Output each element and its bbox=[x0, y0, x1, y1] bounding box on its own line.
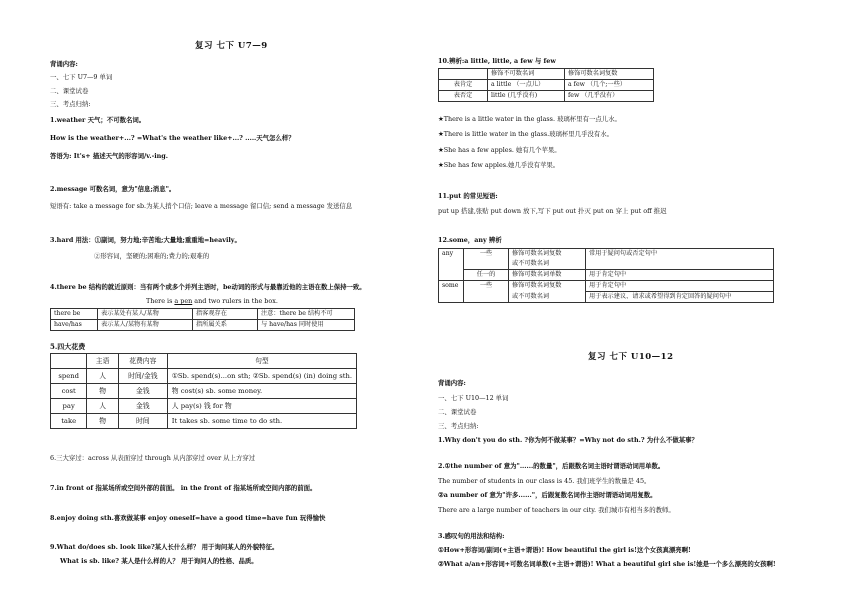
table-cell: have/has bbox=[51, 320, 98, 331]
example-text: There is bbox=[146, 297, 175, 305]
q3-line1: ①How+形容词/副词(+主语+谓语)! How beautiful the girl is!这个女孩真漂亮啊! bbox=[438, 546, 691, 554]
intro-heading: 背诵内容: bbox=[50, 60, 78, 68]
table-header: 修饰可数名词复数 bbox=[565, 69, 654, 80]
some-any-table bbox=[438, 248, 774, 303]
intro-item: 一、七下 U7—9 单词 bbox=[50, 73, 113, 81]
table-cell: 表示某处有某人/某物 bbox=[98, 309, 193, 320]
page-title-left: 复习 七下 U7—9 bbox=[195, 41, 268, 51]
point-9a: 9.What do/does sb. look like?某人长什么样？ 用于询问某人的外貌特征。 bbox=[50, 543, 279, 551]
table-cell: 常用于疑问句或否定句中 bbox=[586, 249, 774, 270]
q2-line2: There are a large number of teachers in our city. 我们城市有相当多的教师。 bbox=[438, 506, 675, 514]
q2-head: 2.①the number of 意为"......的数量"，后跟数名词主语时谓语动词用单数。 bbox=[438, 462, 665, 470]
table-cell: 金钱 bbox=[118, 399, 167, 414]
intro-item: 二、课堂试卷 bbox=[50, 87, 89, 95]
intro-item: 一、七下 U10—12 单词 bbox=[438, 394, 509, 402]
table-cell: It takes sb. some time to do sth. bbox=[167, 414, 356, 429]
table-row bbox=[51, 320, 355, 331]
table-header bbox=[51, 354, 87, 369]
table-cell: 物 bbox=[87, 384, 119, 399]
table-cell: 金钱 bbox=[118, 384, 167, 399]
little-few-table bbox=[438, 68, 654, 102]
table-cell: spend bbox=[51, 369, 87, 384]
point-4-example bbox=[146, 297, 278, 305]
intro-item: 三、考点归纳: bbox=[438, 422, 479, 430]
table-cell: 人 bbox=[87, 369, 119, 384]
table-row bbox=[439, 249, 774, 260]
table-cell: 人 bbox=[87, 399, 119, 414]
q3-head: 3.感叹句的用法和结构: bbox=[438, 532, 505, 540]
table-cell: 或不可数名词 bbox=[509, 292, 586, 303]
table-header: 修饰不可数名词 bbox=[488, 69, 565, 80]
table-cell: 表示某人/某物有某物 bbox=[98, 320, 193, 331]
table-cell: 用于表示建议、请求或希望得到肯定回答的疑问句中 bbox=[586, 292, 774, 303]
spend-table bbox=[50, 353, 357, 429]
example-text: and two rulers in the box. bbox=[192, 297, 278, 305]
table-cell: 指客观存在 bbox=[193, 309, 258, 320]
table-row bbox=[51, 309, 355, 320]
table-cell: cost bbox=[51, 384, 87, 399]
point-1-answer: 答语为: It's+ 描述天气的形容词/v.-ing. bbox=[50, 152, 169, 160]
point-2-head: 2.message 可数名词，意为"信息;消息"。 bbox=[50, 185, 176, 193]
table-cell: there be bbox=[51, 309, 98, 320]
table-cell: 表否定 bbox=[439, 91, 488, 102]
table-cell: 时间/金钱 bbox=[118, 369, 167, 384]
point-10-head: 10.辨析:a little, little, a few 与 few bbox=[438, 57, 556, 65]
point-9b: What is sb. like? 某人是什么样的人？ 用于询问人的性格、品质。 bbox=[60, 557, 258, 565]
table-row bbox=[51, 384, 357, 399]
example-line: ★She has few apples.她几乎没有苹果。 bbox=[438, 161, 560, 169]
table-cell: some bbox=[439, 281, 464, 303]
table-header-row bbox=[439, 69, 654, 80]
table-cell: any bbox=[439, 249, 464, 281]
table-cell: 与 have/has 同时使用 bbox=[258, 320, 355, 331]
point-3-line2: ②形容词，坚硬的;困难的;费力的;艰难的 bbox=[94, 252, 210, 260]
table-row bbox=[439, 80, 654, 91]
q2-head2: ②a number of 意为"许多......"，后跟复数名词作主语时谓语动词用复数。 bbox=[438, 491, 657, 499]
table-cell: 任一的 bbox=[464, 270, 509, 281]
there-be-table bbox=[50, 308, 355, 331]
example-line: ★There is a little water in the glass. 玻璃杯里有一点儿水。 bbox=[438, 115, 621, 123]
table-row bbox=[51, 399, 357, 414]
point-7: 7.in front of 指某场所或空间外部的前面。 in the front of 指某场所或空间内部的前面。 bbox=[50, 484, 317, 492]
point-1-question: How is the weather+...? =What's the weather like+...? .....天气怎么样？ bbox=[50, 134, 295, 142]
page-title-right: 复习 七下 U10—12 bbox=[588, 352, 674, 362]
table-cell: 人 pay(s) 钱 for 物 bbox=[167, 399, 356, 414]
table-cell: a little （一点儿） bbox=[488, 80, 565, 91]
table-cell: 或不可数名词 bbox=[509, 259, 586, 270]
q1: 1.Why don't you do sth. ?你为何不做某事？=Why not do sth.? 为什么不做某事？ bbox=[438, 436, 698, 444]
table-cell: 物 cost(s) sb. some money. bbox=[167, 384, 356, 399]
q3-line2: ②What a/an+形容词+可数名词单数(+主语+谓语)! What a beautiful girl she is!她是一个多么漂亮的女孩啊! bbox=[438, 560, 776, 568]
intro-item: 三、考点归纳: bbox=[50, 100, 91, 108]
table-row bbox=[439, 281, 774, 292]
table-header bbox=[439, 69, 488, 80]
table-cell: few （几乎没有） bbox=[565, 91, 654, 102]
table-cell: 指所属关系 bbox=[193, 320, 258, 331]
point-5-head: 5.四大花费 bbox=[50, 342, 86, 351]
example-underlined: a pen bbox=[174, 297, 193, 305]
intro-item: 二、课堂试卷 bbox=[438, 408, 477, 416]
point-11-head: 11.put 的常见短语: bbox=[438, 192, 498, 200]
table-header: 主语 bbox=[87, 354, 119, 369]
table-header: 花费内容 bbox=[118, 354, 167, 369]
table-row bbox=[439, 270, 774, 281]
point-3-head: 3.hard 用法：①副词，努力地;辛苦地;大量地;重重地=heavily。 bbox=[50, 236, 241, 244]
table-cell: 一些 bbox=[464, 281, 509, 303]
table-cell: pay bbox=[51, 399, 87, 414]
table-row bbox=[51, 414, 357, 429]
table-cell: 修饰可数名词单数 bbox=[509, 270, 586, 281]
table-cell: little (几乎没有) bbox=[488, 91, 565, 102]
point-2-line: 短语有: take a message for sb.为某人捎个口信; leave a message 留口信; send a message 发送信息 bbox=[50, 202, 353, 210]
example-line: ★She has a few apples. 她有几个苹果。 bbox=[438, 146, 561, 154]
table-cell: 表肯定 bbox=[439, 80, 488, 91]
table-cell: 时间 bbox=[118, 414, 167, 429]
intro-heading: 背诵内容: bbox=[438, 379, 466, 387]
table-header: 句型 bbox=[167, 354, 356, 369]
point-11-line: put up 搭建,张贴 put down 放下,写下 put out 扑灭 put on 穿上 put off 推迟 bbox=[438, 207, 667, 215]
point-8: 8.enjoy doing sth.喜欢做某事 enjoy oneself=have a good time=have fun 玩得愉快 bbox=[50, 514, 326, 522]
point-12-head: 12.some，any 辨析 bbox=[438, 236, 502, 244]
table-cell: a few （几个;一些） bbox=[565, 80, 654, 91]
table-cell: ①Sb. spend(s)...on sth; ②Sb. spend(s) (in) doing sth. bbox=[167, 369, 356, 384]
point-6: 6.三大穿过：across 从表面穿过 through 从内部穿过 over 从上方穿过 bbox=[50, 454, 256, 462]
point-1-head: 1.weather 天气；不可数名词。 bbox=[50, 116, 146, 124]
example-line: ★There is little water in the glass.玻璃杯里几乎没有水。 bbox=[438, 130, 614, 138]
table-cell: 一些 bbox=[464, 249, 509, 270]
table-cell: 物 bbox=[87, 414, 119, 429]
point-4-head: 4.there be 结构的就近原则：当有两个或多个并列主语时，be动词的形式与最靠近他的主语在数上保持一致。 bbox=[50, 283, 366, 291]
table-cell: 注意：there be 结构不可 bbox=[258, 309, 355, 320]
table-row bbox=[439, 91, 654, 102]
table-cell: 用于肯定句中 bbox=[586, 270, 774, 281]
table-cell: 用于肯定句中 bbox=[586, 281, 774, 292]
table-row bbox=[51, 369, 357, 384]
q2-line1: The number of students in our class is 45. 我们班学生的数量是 45。 bbox=[438, 477, 651, 485]
table-header-row bbox=[51, 354, 357, 369]
table-cell: 修饰可数名词复数 bbox=[509, 249, 586, 260]
table-cell: take bbox=[51, 414, 87, 429]
table-cell: 修饰可数名词复数 bbox=[509, 281, 586, 292]
